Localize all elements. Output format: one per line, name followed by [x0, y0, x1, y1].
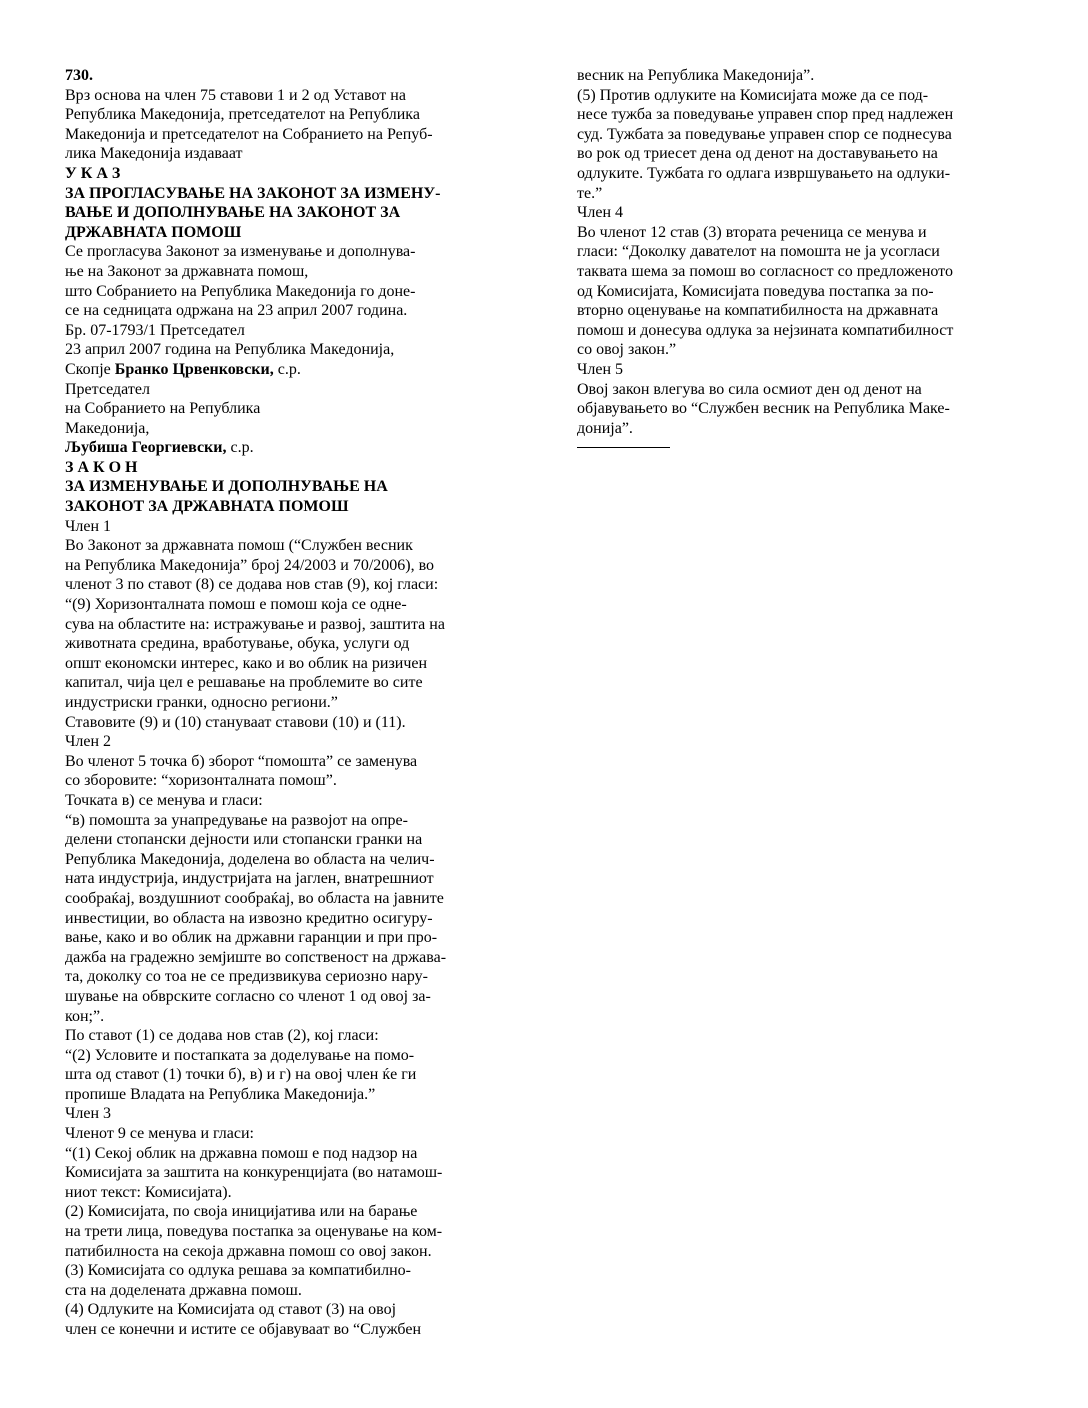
- end-separator-line: [577, 447, 670, 448]
- line-text: весник на Република Македонија”.: [577, 67, 815, 84]
- line-suffix: с.р.: [226, 439, 254, 457]
- right-column-line: [577, 66, 997, 86]
- left-column-line: [65, 1144, 485, 1164]
- right-column-line: [577, 223, 997, 243]
- line-text: шта од ставот (1) точки б), в) и г) на овој член ќе ги: [65, 1066, 417, 1084]
- line-text: дажба на градежно земјиште во сопственост на држава-: [65, 948, 447, 966]
- left-column-line: [65, 1163, 485, 1183]
- left-column-line: [65, 1026, 485, 1046]
- line-text: несе тужба за поведување управен спор пред надлежен: [577, 106, 954, 124]
- right-column-line: [577, 164, 997, 184]
- left-column-line: [65, 242, 485, 262]
- right-column-line: [577, 125, 997, 145]
- line-text: општ економски интерес, како и во облик на ризичен: [65, 654, 428, 672]
- left-column-line: [65, 144, 485, 164]
- line-text: “(1) Секој облик на државна помош е под надзор на: [65, 1144, 418, 1162]
- line-text: на Република Македонија” број 24/2003 и 70/2006), во: [65, 556, 435, 574]
- line-text: ниот текст: Комисијата).: [65, 1183, 232, 1201]
- left-column-line: [65, 86, 485, 106]
- line-text: во рок од триесет дена од денот на доставувањето на: [577, 145, 938, 163]
- line-text: сува на областите на: истражување и развој, заштита на: [65, 615, 445, 633]
- left-column-line: [65, 673, 485, 693]
- left-column-line: [65, 1046, 485, 1066]
- left-column-line: [65, 105, 485, 125]
- left-column-line: [65, 517, 485, 537]
- line-text: (5) Против одлуките на Комисијата може да се под-: [577, 86, 929, 104]
- left-column-line: [65, 1202, 485, 1222]
- line-text: животната средина, вработување, обука, услуги од: [65, 635, 410, 653]
- line-text: суд. Тужбата за поведување управен спор се поднесува: [577, 125, 952, 143]
- line-text: Во членот 5 точка б) зборот “помошта” се заменува: [65, 752, 418, 770]
- line-text: Член 1: [65, 517, 112, 535]
- line-text: ЗА ИЗМЕНУВАЊЕ И ДОПОЛНУВАЊЕ НА: [65, 478, 388, 496]
- right-column-line: [577, 340, 997, 360]
- left-column-line: [65, 615, 485, 635]
- left-column-line: [65, 850, 485, 870]
- line-text: Член 2: [65, 733, 112, 751]
- left-column-line: [65, 164, 485, 184]
- line-text: Се прогласува Законот за изменување и дополнува-: [65, 243, 416, 261]
- line-text: ста на доделената државна помош.: [65, 1281, 302, 1299]
- line-text: вање, како и во облик на државни гаранции и при про-: [65, 929, 438, 947]
- line-text: ЗАКОНОТ ЗА ДРЖАВНАТА ПОМОШ: [65, 498, 349, 516]
- left-column-line: [65, 301, 485, 321]
- line-text: 730.: [65, 67, 93, 84]
- line-text: З А К О Н: [65, 458, 138, 476]
- left-column-line: [65, 811, 485, 831]
- line-text: ДРЖАВНАТА ПОМОШ: [65, 223, 242, 241]
- left-column-line: [65, 66, 485, 86]
- line-text: Скопје: [65, 360, 115, 378]
- left-column-line: [65, 282, 485, 302]
- line-text: Точката в) се менува и гласи:: [65, 791, 263, 809]
- line-text: (2) Комисијата, по своја иницијатива или на барање: [65, 1203, 418, 1221]
- line-text: пропише Владата на Република Македонија.”: [65, 1085, 376, 1103]
- line-text: инвестиции, во областа на извозно кредитно осигуру-: [65, 909, 433, 927]
- right-column-line: [577, 360, 997, 380]
- line-text: сообраќај, воздушниот сообраќај, во областа на јавните: [65, 889, 444, 907]
- line-text: кон;”.: [65, 1007, 105, 1025]
- signatory-name: Бранко Црвенковски,: [114, 360, 274, 378]
- line-text: ЗА ПРОГЛАСУВАЊЕ НА ЗАКОНОТ ЗА ИЗМЕНУ-: [65, 184, 441, 202]
- right-column-line: [577, 380, 997, 400]
- left-column-line: [65, 1281, 485, 1301]
- left-column-line: [65, 556, 485, 576]
- line-text: те.”: [577, 184, 603, 202]
- line-text: Бр. 07-1793/1 Претседател: [65, 321, 245, 339]
- line-text: “(9) Хоризонталната помош е помош која се одне-: [65, 596, 407, 614]
- left-column-line: [65, 1085, 485, 1105]
- left-column-line: [65, 948, 485, 968]
- line-text: Македонија,: [65, 419, 150, 437]
- line-text: шување на обврските согласно со членот 1 од овој за-: [65, 987, 431, 1005]
- left-column-line: [65, 1300, 485, 1320]
- left-column-line: [65, 203, 485, 223]
- line-text: се на седницата одржана на 23 април 2007 година.: [65, 302, 408, 320]
- left-column-line: [65, 575, 485, 595]
- right-column-line: [577, 301, 997, 321]
- line-text: лика Македонија издаваат: [65, 145, 243, 163]
- right-column-line: [577, 86, 997, 106]
- left-column-line: [65, 321, 485, 341]
- left-column-line: [65, 693, 485, 713]
- right-column-line: [577, 144, 997, 164]
- left-column-line: [65, 752, 485, 772]
- left-column-line: [65, 477, 485, 497]
- left-column-line: [65, 1104, 485, 1124]
- left-column-line: [65, 419, 485, 439]
- line-text: делени стопански дејности или стопански гранки на: [65, 831, 423, 849]
- line-text: патибилноста на секоја државна помош со овој закон.: [65, 1242, 432, 1260]
- left-column-line: [65, 497, 485, 517]
- line-text: Во Законот за државната помош (“Службен весник: [65, 537, 413, 555]
- line-text: Овој закон влегува во сила осмиот ден од денот на: [577, 380, 922, 398]
- line-text: одлуките. Тужбата го одлага извршувањето на одлуки-: [577, 164, 951, 182]
- line-text: со овој закон.”: [577, 341, 677, 359]
- line-text: објавувањето во “Службен весник на Република Маке-: [577, 400, 950, 418]
- line-text: Член 3: [65, 1105, 112, 1123]
- right-column: [577, 66, 997, 448]
- line-text: капитал, чија цел е решавање на проблемите во сите: [65, 674, 423, 692]
- left-column-line: [65, 223, 485, 243]
- line-text: Љубиша Георгиевски,: [65, 439, 227, 457]
- left-column-line: [65, 262, 485, 282]
- line-text: Член 4: [577, 204, 624, 222]
- right-column-line: [577, 242, 997, 262]
- right-column-line: [577, 399, 997, 419]
- line-text: донија”.: [577, 419, 633, 437]
- right-column-line: [577, 184, 997, 204]
- line-text: По ставот (1) се додава нов став (2), кој гласи:: [65, 1027, 379, 1045]
- line-text: 23 април 2007 година на Република Македонија,: [65, 341, 395, 359]
- right-column-line: [577, 203, 997, 223]
- left-column-line: [65, 967, 485, 987]
- line-text: ње на Законот за државната помош,: [65, 262, 309, 280]
- right-column-line: [577, 105, 997, 125]
- line-text: “в) помошта за унапредување на развојот на опре-: [65, 811, 408, 829]
- left-column-line: [65, 1320, 485, 1340]
- left-column-line: [65, 634, 485, 654]
- left-column-line: [65, 1222, 485, 1242]
- line-text: Во членот 12 став (3) втората реченица се менува и: [577, 223, 927, 241]
- left-column-line: [65, 909, 485, 929]
- line-text: Република Македонија, претседателот на Република: [65, 106, 420, 124]
- line-suffix: с.р.: [273, 360, 301, 378]
- line-text: Република Македонија, доделена во областа на челич-: [65, 850, 435, 868]
- line-text: (3) Комисијата со одлука решава за компатибилно-: [65, 1262, 411, 1280]
- line-text: гласи: “Доколку давателот на помошта не ја усогласи: [577, 243, 940, 261]
- right-column-line: [577, 419, 997, 439]
- line-text: вторно оценување на компатибилноста на државната: [577, 302, 939, 320]
- left-column-line: [65, 536, 485, 556]
- line-text: ната индустрија, индустријата на јаглен, внатрешниот: [65, 870, 434, 888]
- line-text: У К А З: [65, 164, 121, 182]
- left-column-line: [65, 1124, 485, 1144]
- left-column-line: [65, 889, 485, 909]
- left-column-line: [65, 380, 485, 400]
- right-column-line: [577, 262, 997, 282]
- left-column-line: [65, 125, 485, 145]
- line-text: членот 3 по ставот (8) се додава нов став (9), кој гласи:: [65, 576, 439, 594]
- left-column-line: [65, 360, 485, 380]
- left-column-line: [65, 713, 485, 733]
- left-column-line: [65, 458, 485, 478]
- left-column-line: [65, 732, 485, 752]
- left-column-line: [65, 184, 485, 204]
- line-text: Претседател: [65, 380, 150, 398]
- right-column-line: [577, 282, 997, 302]
- line-text: Член 5: [577, 360, 624, 378]
- left-column-line: [65, 771, 485, 791]
- left-column: [65, 66, 485, 1340]
- left-column-line: [65, 869, 485, 889]
- left-column-line: [65, 1007, 485, 1027]
- line-text: Ставовите (9) и (10) стануваат ставови (10) и (11).: [65, 713, 406, 731]
- line-text: Врз основа на член 75 ставови 1 и 2 од Уставот на: [65, 86, 406, 104]
- left-column-line: [65, 987, 485, 1007]
- line-text: ВАЊЕ И ДОПОЛНУВАЊЕ НА ЗАКОНОТ ЗА: [65, 204, 401, 222]
- line-text: “(2) Условите и постапката за доделување на помо-: [65, 1046, 415, 1064]
- line-text: на Собранието на Република: [65, 400, 261, 418]
- line-text: Македонија и претседателот на Собранието на Репуб-: [65, 125, 433, 143]
- line-text: член се конечни и истите се објавуваат во “Службен: [65, 1321, 422, 1338]
- left-column-line: [65, 1065, 485, 1085]
- left-column-line: [65, 1242, 485, 1262]
- line-text: Членот 9 се менува и гласи:: [65, 1125, 254, 1143]
- left-column-line: [65, 595, 485, 615]
- line-text: Комисијата за заштита на конкуренцијата (во натамош-: [65, 1164, 443, 1182]
- left-column-line: [65, 830, 485, 850]
- left-column-line: [65, 654, 485, 674]
- left-column-line: [65, 928, 485, 948]
- left-column-line: [65, 438, 485, 458]
- line-text: таквата шема за помош во согласност со предложеното: [577, 262, 953, 280]
- line-text: со зборовите: “хоризонталната помош”.: [65, 772, 337, 790]
- line-text: индустриски гранки, односно региони.”: [65, 694, 338, 711]
- left-column-line: [65, 1261, 485, 1281]
- left-column-line: [65, 340, 485, 360]
- line-text: на трети лица, поведува постапка за оценување на ком-: [65, 1223, 443, 1241]
- left-column-line: [65, 1183, 485, 1203]
- left-column-line: [65, 791, 485, 811]
- line-text: (4) Одлуките на Комисијата од ставот (3) на овој: [65, 1301, 397, 1319]
- line-text: од Комисијата, Комисијата поведува постапка за по-: [577, 282, 934, 300]
- left-column-line: [65, 399, 485, 419]
- line-text: што Собранието на Република Македонија го доне-: [65, 282, 416, 300]
- line-text: та, доколку со тоа не се предизвикува сериозно нару-: [65, 968, 428, 986]
- right-column-line: [577, 321, 997, 341]
- line-text: помош и донесува одлука за нејзината компатибилност: [577, 321, 954, 339]
